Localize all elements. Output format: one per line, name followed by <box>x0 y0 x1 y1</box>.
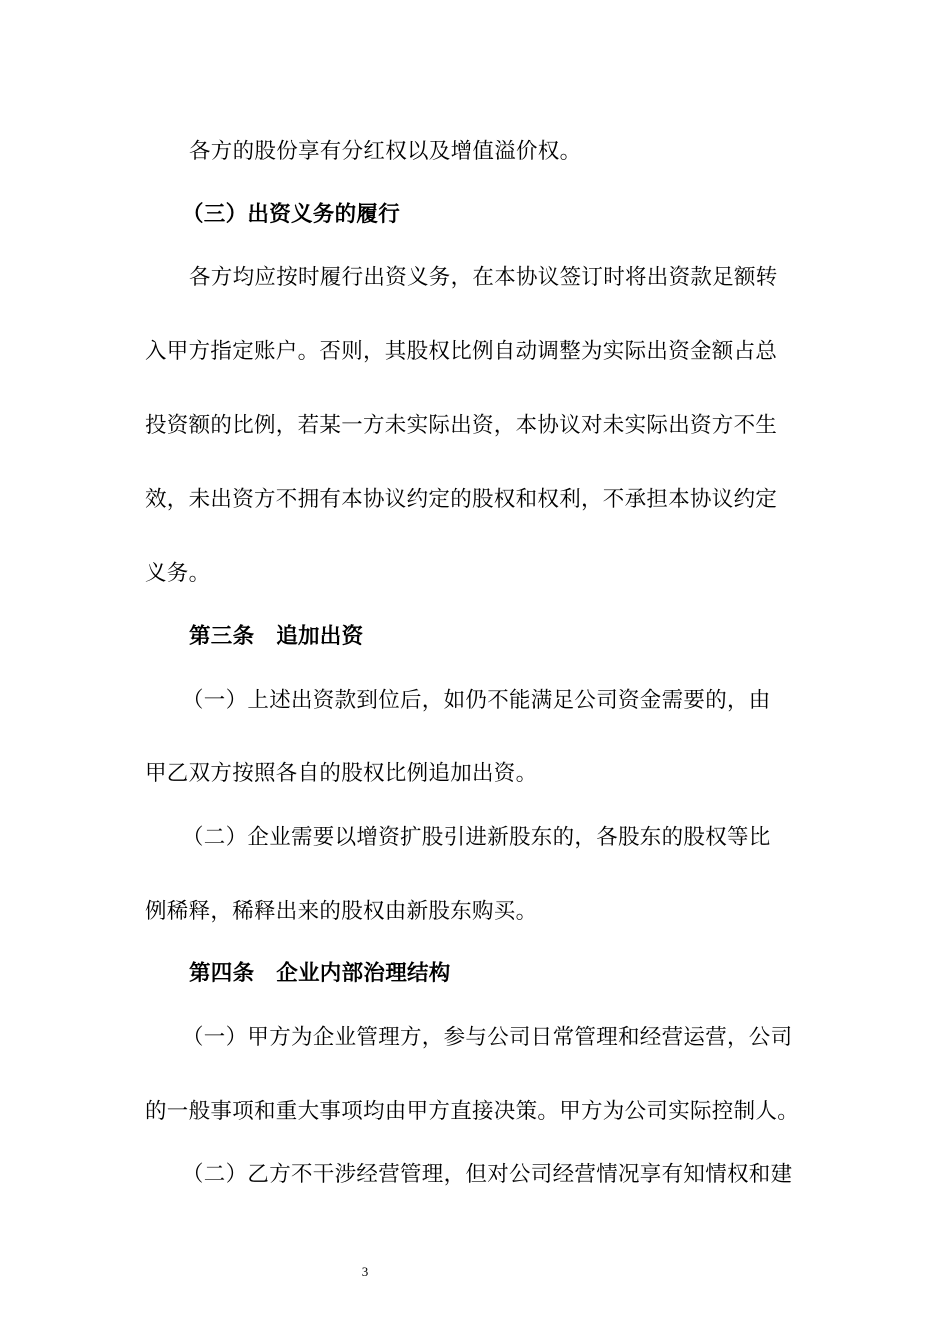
paragraph-line: 的一般事项和重大事项均由甲方直接决策。甲方为公司实际控制人。 <box>145 1099 800 1124</box>
paragraph-line: 例稀释，稀释出来的股权由新股东购买。 <box>145 899 538 924</box>
paragraph-line: 各方的股份享有分红权以及增值溢价权。 <box>189 139 582 164</box>
section-heading: （三）出资义务的履行 <box>182 202 401 227</box>
paragraph-line: 投资额的比例，若某一方未实际出资，本协议对未实际出资方不生 <box>145 413 778 438</box>
paragraph-line: （二）企业需要以增资扩股引进新股东的，各股东的股权等比 <box>182 825 771 850</box>
paragraph-line: 效，未出资方不拥有本协议约定的股权和权利，不承担本协议约定 <box>145 487 778 512</box>
paragraph-line: 义务。 <box>145 561 211 586</box>
paragraph-line: 甲乙双方按照各自的股权比例追加出资。 <box>145 761 538 786</box>
article-heading: 第四条 企业内部治理结构 <box>189 961 451 986</box>
article-heading: 第三条 追加出资 <box>189 624 364 649</box>
page-number: 3 <box>361 1264 369 1279</box>
paragraph-line: （一）上述出资款到位后，如仍不能满足公司资金需要的，由 <box>182 688 771 713</box>
paragraph-line: （二）乙方不干涉经营管理，但对公司经营情况享有知情权和建 <box>182 1162 793 1187</box>
paragraph-line: （一）甲方为企业管理方，参与公司日常管理和经营运营，公司 <box>182 1025 793 1050</box>
paragraph-line: 各方均应按时履行出资义务，在本协议签订时将出资款足额转 <box>189 265 778 290</box>
paragraph-line: 入甲方指定账户。否则，其股权比例自动调整为实际出资金额占总 <box>145 339 778 364</box>
